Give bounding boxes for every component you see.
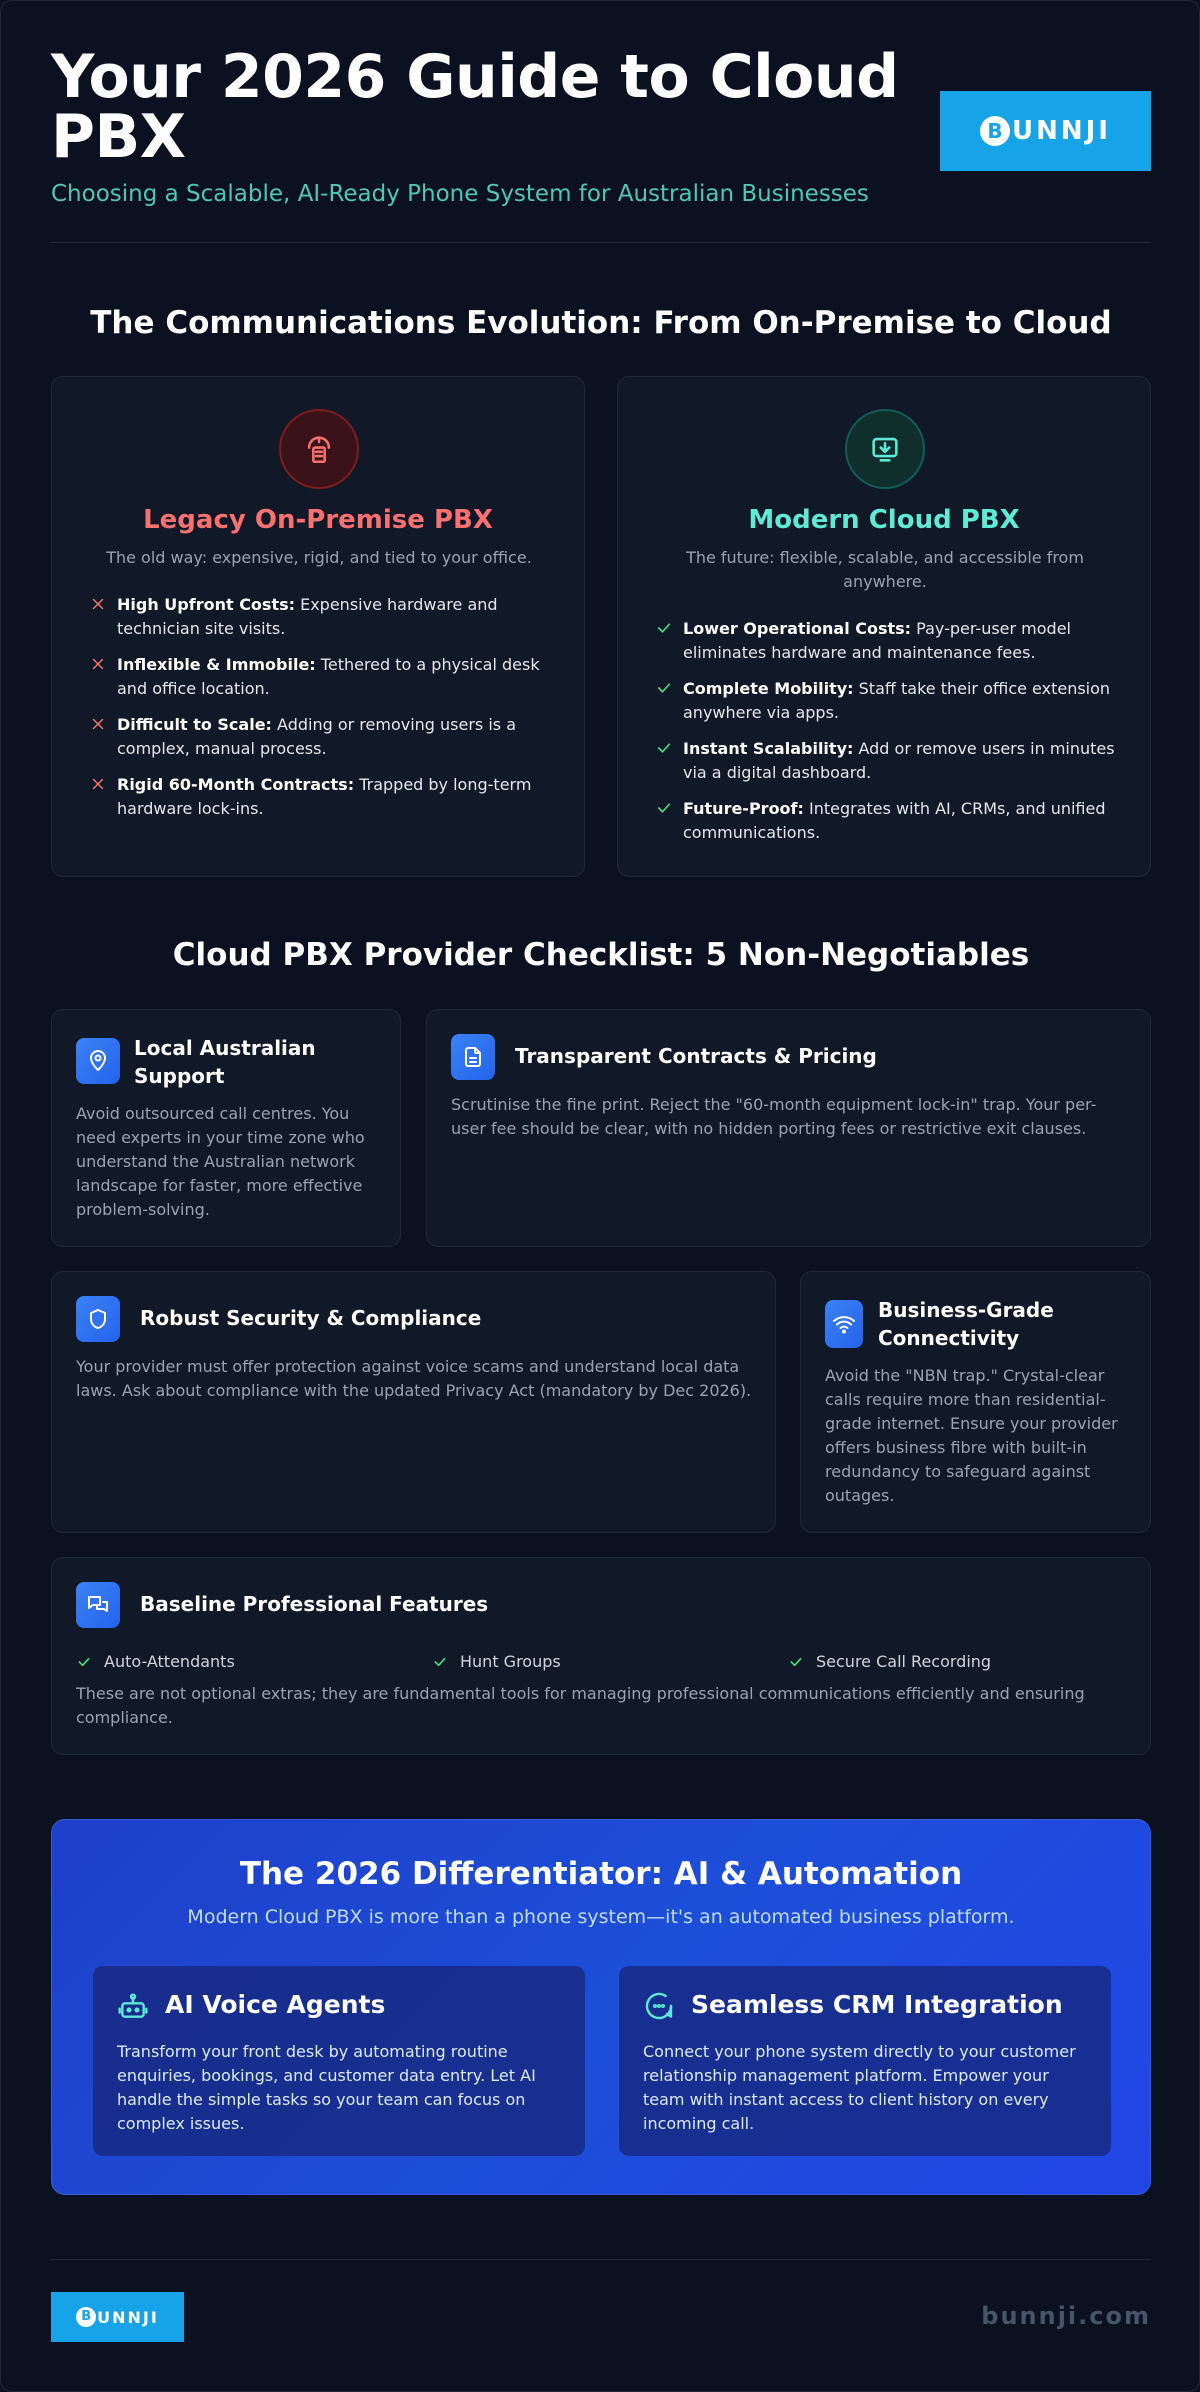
ai-heading: The 2026 Differentiator: AI & Automation bbox=[239, 1856, 963, 1892]
crm-card bbox=[619, 1966, 1111, 2156]
page-subtitle: Choosing a Scalable, AI-Ready Phone System for Australian Businesses bbox=[51, 181, 869, 207]
features-card bbox=[51, 1557, 1151, 1755]
page-title: Your 2026 Guide to Cloud PBX bbox=[51, 42, 899, 172]
security-title: Robust Security & Compliance bbox=[140, 1306, 482, 1330]
legacy-title: Legacy On-Premise PBX bbox=[143, 505, 493, 535]
check-icon bbox=[655, 619, 673, 637]
legacy-list bbox=[85, 593, 555, 833]
shield-icon bbox=[76, 1296, 120, 1342]
list-item: Complete Mobility: Staff take their office extension anywhere via apps. bbox=[651, 677, 1121, 725]
list-item: Instant Scalability: Add or remove users in minutes via a digital dashboard. bbox=[651, 737, 1121, 785]
contracts-text: Scrutinise the fine print. Reject the "60-month equipment lock-in" trap. Your per-user fee should be clear, with no hidden porting fees or restrictive exit clauses. bbox=[451, 1095, 1097, 1138]
chat-bubbles-icon bbox=[76, 1582, 120, 1628]
connectivity-card bbox=[800, 1271, 1151, 1533]
list-item: Difficult to Scale: Adding or removing users is a complex, manual process. bbox=[85, 713, 555, 761]
feature-list bbox=[76, 1650, 1126, 1674]
logo-mark: B bbox=[980, 116, 1010, 146]
check-icon bbox=[432, 1654, 448, 1670]
x-icon bbox=[89, 655, 107, 673]
website-link[interactable]: bunnji.com bbox=[981, 2302, 1151, 2330]
legacy-phone-icon bbox=[279, 409, 359, 489]
modern-desc: The future: flexible, scalable, and accessible from anywhere. bbox=[686, 548, 1084, 591]
logo-mark: B bbox=[76, 2307, 96, 2327]
logo-text: UNNJI bbox=[97, 2307, 159, 2327]
security-card bbox=[51, 1271, 776, 1533]
x-icon bbox=[89, 715, 107, 733]
security-text: Your provider must offer protection against voice scams and understand local data laws. Ask about compliance with the updated Privacy Act (mandatory by Dec 2026). bbox=[76, 1357, 752, 1400]
document-icon bbox=[451, 1034, 495, 1080]
contracts-card bbox=[426, 1009, 1151, 1247]
cloud-download-icon bbox=[845, 409, 925, 489]
modern-pbx-card bbox=[617, 376, 1151, 877]
check-icon bbox=[655, 679, 673, 697]
ai-subtitle: Modern Cloud PBX is more than a phone system—it's an automated business platform. bbox=[187, 1906, 1015, 1928]
modern-list bbox=[651, 617, 1121, 857]
feature-item: Hunt Groups bbox=[432, 1650, 561, 1674]
ai-section bbox=[51, 1819, 1151, 2195]
check-icon bbox=[655, 799, 673, 817]
location-pin-icon bbox=[76, 1038, 120, 1084]
header bbox=[51, 42, 1151, 243]
message-circle-icon bbox=[643, 1990, 675, 2022]
x-icon bbox=[89, 775, 107, 793]
check-icon bbox=[788, 1654, 804, 1670]
feature-item: Secure Call Recording bbox=[788, 1650, 991, 1674]
modern-title: Modern Cloud PBX bbox=[748, 505, 1020, 535]
features-text: These are not optional extras; they are fundamental tools for managing professional communications efficiently and ensuring compliance. bbox=[76, 1684, 1085, 1727]
contracts-title: Transparent Contracts & Pricing bbox=[515, 1044, 877, 1068]
ai-voice-text: Transform your front desk by automating routine enquiries, bookings, and customer data entry. Let AI handle the simple tasks so your team can focus on complex issues. bbox=[117, 2042, 536, 2133]
ai-voice-title: AI Voice Agents bbox=[165, 1990, 386, 2019]
legacy-desc: The old way: expensive, rigid, and tied to your office. bbox=[106, 548, 532, 567]
check-icon bbox=[655, 739, 673, 757]
list-item: High Upfront Costs: Expensive hardware and technician site visits. bbox=[85, 593, 555, 641]
list-item: Lower Operational Costs: Pay-per-user model eliminates hardware and maintenance fees. bbox=[651, 617, 1121, 665]
robot-icon bbox=[117, 1990, 149, 2022]
list-item: Rigid 60-Month Contracts: Trapped by long-term hardware lock-ins. bbox=[85, 773, 555, 821]
ai-voice-card bbox=[93, 1966, 585, 2156]
local-support-card bbox=[51, 1009, 401, 1247]
connectivity-title: Business-Grade Connectivity bbox=[878, 1298, 1054, 1350]
check-icon bbox=[76, 1654, 92, 1670]
crm-text: Connect your phone system directly to your customer relationship management platform. Empower your team with instant access to client history on every incoming call. bbox=[643, 2042, 1076, 2133]
crm-title: Seamless CRM Integration bbox=[691, 1990, 1063, 2019]
bunnji-logo[interactable] bbox=[940, 91, 1151, 171]
list-item: Future-Proof: Integrates with AI, CRMs, and unified communications. bbox=[651, 797, 1121, 845]
checklist-heading: Cloud PBX Provider Checklist: 5 Non-Negotiables bbox=[172, 937, 1030, 973]
local-support-title: Local Australian Support bbox=[134, 1036, 316, 1088]
evolution-heading: The Communications Evolution: From On-Premise to Cloud bbox=[90, 305, 1112, 341]
logo-text: UNNJI bbox=[1012, 116, 1111, 146]
wifi-icon bbox=[825, 1300, 863, 1348]
features-title: Baseline Professional Features bbox=[140, 1592, 489, 1616]
x-icon bbox=[89, 595, 107, 613]
list-item: Inflexible & Immobile: Tethered to a physical desk and office location. bbox=[85, 653, 555, 701]
connectivity-text: Avoid the "NBN trap." Crystal-clear calls require more than residential-grade internet. Ensure your provider offers business fibre with built-in redundancy to safeguard against outages. bbox=[825, 1366, 1118, 1505]
footer-logo[interactable] bbox=[51, 2292, 184, 2342]
feature-item: Auto-Attendants bbox=[76, 1650, 235, 1674]
legacy-pbx-card bbox=[51, 376, 585, 877]
footer bbox=[51, 2259, 1151, 2349]
local-support-text: Avoid outsourced call centres. You need experts in your time zone who understand the Australian network landscape for faster, more effective problem-solving. bbox=[76, 1104, 365, 1219]
